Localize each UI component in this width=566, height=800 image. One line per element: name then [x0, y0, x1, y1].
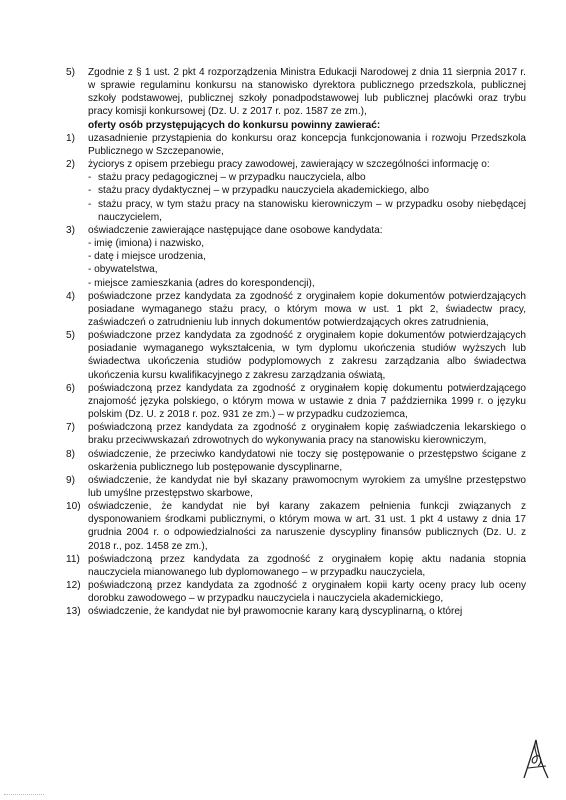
item-text — [88, 158, 526, 224]
item-number: 1) — [66, 132, 75, 144]
item-number: 5) — [66, 330, 75, 342]
item-number: 12) — [66, 580, 81, 592]
sub-item — [88, 184, 526, 197]
item-text: poświadczone przez kandydata za zgodność z oryginałem kopie dokumentów potwierdzających posiadane wymaganego stażu pracy, o którym mowa w ust. 1 pkt 2, świadectw pracy, zaświadczeń o zatrudnieniu lub innych dokumentów potwierdzających okres zatrudnienia, — [88, 290, 526, 328]
personal-data-line: - miejsce zamieszkania (adres do korespondencji), — [88, 277, 315, 289]
item-text: oświadczenie, że kandydat nie był karany zakazem pełnienia funkcji związanych z dysponowaniem środkami publicznymi, o którym mowa w art. 31 ust. 1 pkt 4 ustawy z dnia 17 grudnia 2004 r. o odpowiedzialności za naruszenie dyscypliny finansów publicznych (Dz. U. z 2018 r., poz. 1458 ze zm.), — [88, 501, 526, 552]
item-number: 8) — [66, 448, 75, 460]
item-text-main: życiorys z opisem przebiegu pracy zawodowej, zawierający w szczególności informację o: — [88, 159, 490, 171]
item-text: oświadczenie, że przeciwko kandydatowi nie toczy się postępowanie o przestępstwo ścigane z oskarżenia publicznego lub postępowanie dyscyplinarne, — [88, 448, 526, 473]
list-item — [66, 448, 526, 474]
sub-text: stażu pracy, w tym stażu pracy na stanowisku kierowniczym – w przypadku osoby niebędącej nauczycielem, — [98, 198, 526, 223]
personal-data-line: - imię (imiona) i nazwisko, — [88, 238, 205, 250]
item-text: poświadczoną przez kandydata za zgodność z oryginałem kopię zaświadczenia lekarskiego o braku przeciwwskazań zdrowotnych do wykonywania pracy na stanowisku kierowniczym, — [88, 422, 526, 447]
item-text: poświadczoną przez kandydata za zgodność z oryginałem kopii karty oceny pracy lub oceny dorobku zawodowego – w przypadku nauczyciela i nauczyciela akademickiego, — [88, 580, 526, 605]
list-item — [66, 224, 526, 290]
sub-item — [88, 171, 526, 184]
item-text: poświadczoną przez kandydata za zgodność z oryginałem kopię aktu nadania stopnia nauczyciela mianowanego lub dyplomowanego – w przypadku nauczyciela, — [88, 553, 526, 578]
offer-requirements-heading: oferty osób przystępujących do konkursu powinny zawierać: — [88, 119, 381, 131]
list-item — [66, 474, 526, 500]
item-number: 6) — [66, 382, 75, 394]
item-text — [88, 224, 526, 290]
list-item — [66, 158, 526, 224]
list-item — [66, 132, 526, 158]
sub-dash: - — [88, 185, 92, 197]
item-number: 13) — [66, 606, 81, 618]
item-text: oświadczenie, że kandydat nie był prawomocnie karany karą dyscyplinarną, o której — [88, 606, 463, 618]
personal-data-line: - obywatelstwa, — [88, 264, 158, 276]
item-text: uzasadnienie przystąpienia do konkursu oraz koncepcja funkcjonowania i rozwoju Przedszkola Publicznego w Szczepanowie, — [88, 132, 526, 157]
item-number: 4) — [66, 290, 75, 302]
sub-text: stażu pracy dydaktycznej – w przypadku nauczyciela akademickiego, albo — [98, 185, 430, 197]
sub-dash: - — [88, 172, 92, 184]
list-item — [66, 290, 526, 329]
item-number: 10) — [66, 501, 81, 513]
regulation-reference: Zgodnie z § 1 ust. 2 pkt 4 rozporządzenia Ministra Edukacji Narodowej z dnia 11 sierpnia 2017 r. w sprawie regulaminu konkursu na stanowisko dyrektora publicznego przedszkola, publicznej szkoły podstawowej, publicznej szkoły ponadpodstawowej lub publicznej placówki oraz trybu pracy komisji konkursowej (Dz. U. z 2017 r. poz. 1587 ze zm.), — [88, 67, 526, 118]
item-number: 2) — [66, 159, 75, 171]
list-item — [66, 421, 526, 447]
item-text: poświadczone przez kandydata za zgodność z oryginałem kopie dokumentów potwierdzających posiadanie wymaganego wykształcenia, w tym dyplomu ukończenia studiów wyższych lub świadectwa ukończenia studiów podyplomowych z zakresu zarządzania albo świadectwa ukończenia kursu kwalifikacyjnego z zakresu zarządzania oświatą, — [88, 330, 526, 381]
sub-dash: - — [88, 198, 92, 210]
item-number: 7) — [66, 422, 75, 434]
list-item — [66, 500, 526, 553]
list-item — [66, 579, 526, 605]
item-number: 3) — [66, 224, 75, 236]
item-text: oświadczenie, że kandydat nie był skazany prawomocnym wyrokiem za umyślne przestępstwo lub umyślne przestępstwo skarbowe, — [88, 474, 526, 499]
list-item — [66, 329, 526, 382]
sub-item — [88, 198, 526, 224]
personal-data-line: - datę i miejsce urodzenia, — [88, 251, 206, 263]
item-number: 11) — [66, 553, 80, 565]
item-number: 9) — [66, 474, 75, 486]
list-item — [66, 553, 526, 579]
item-text: poświadczoną przez kandydata za zgodność z oryginałem kopię dokumentu potwierdzającego znajomość języka polskiego, o którym mowa w ustawie z dnia 7 października 1999 r. o języku polskim (Dz. U. z 2018 r. poz. 931 ze zm.) – w przypadku cudzoziemca, — [88, 382, 526, 421]
item-number: 5) — [66, 67, 75, 78]
item-text — [88, 66, 526, 132]
list-item — [66, 605, 526, 618]
section-item-5 — [66, 66, 526, 132]
item-text-main: oświadczenie zawierające następujące dane osobowe kandydata: — [88, 224, 383, 236]
signature-icon — [518, 736, 554, 782]
document-body — [66, 66, 526, 619]
list-item — [66, 382, 526, 421]
scan-edge-mark — [4, 790, 44, 795]
sub-text: stażu pracy pedagogicznej – w przypadku nauczyciela, albo — [98, 172, 366, 184]
